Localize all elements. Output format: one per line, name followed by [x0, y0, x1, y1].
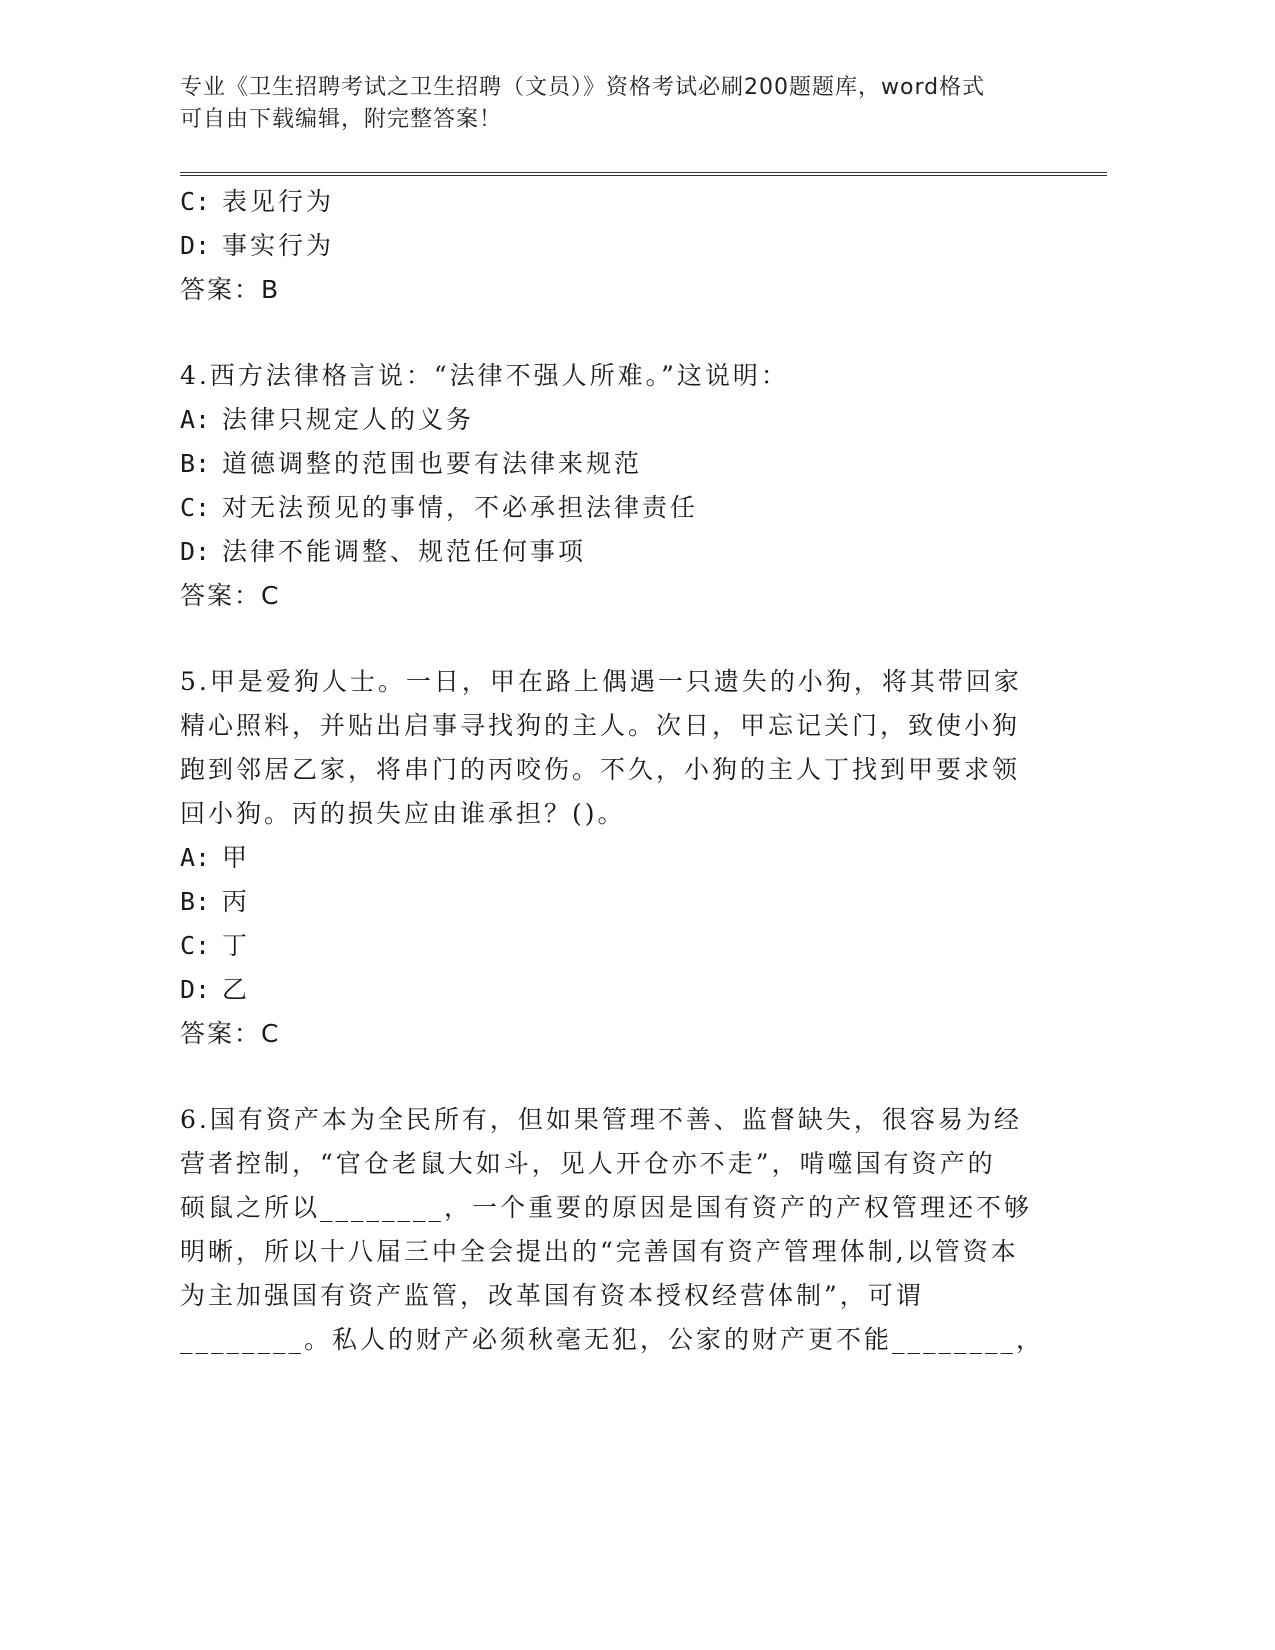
answer-line [180, 268, 1050, 312]
option-letter: A: [180, 843, 211, 872]
spacer [180, 1056, 1050, 1098]
question-stem-line: 硕鼠之所以________，一个重要的原因是国有资产的产权管理还不够 [180, 1193, 1033, 1222]
option-c [180, 180, 1050, 224]
option-text: 道德调整的范围也要有法律来规范 [222, 449, 643, 478]
answer-label: 答案： [180, 275, 262, 304]
answer-value: C [261, 1019, 280, 1048]
option-text: 乙 [222, 975, 251, 1004]
option-letter: A: [180, 405, 211, 434]
question-block-4 [180, 354, 1050, 618]
option-d [180, 968, 1050, 1012]
question-stem-line: 6.国有资产本为全民所有，但如果管理不善、监督缺失，很容易为经 [180, 1105, 1022, 1134]
question-stem-line: 回小狗。丙的损失应由谁承担？()。 [180, 799, 626, 828]
option-d [180, 530, 1050, 574]
option-c [180, 486, 1050, 530]
option-text: 表见行为 [222, 187, 335, 216]
option-letter: C: [180, 187, 211, 216]
question-stem-line: 跑到邻居乙家，将串门的丙咬伤。不久，小狗的主人丁找到甲要求领 [180, 755, 1021, 784]
option-b [180, 880, 1050, 924]
question-block-3 [180, 180, 1050, 312]
header-line-2: 可自由下载编辑，附完整答案！ [180, 107, 503, 132]
document-body [180, 180, 1050, 1362]
option-letter: C: [180, 493, 211, 522]
option-c [180, 924, 1050, 968]
option-b [180, 442, 1050, 486]
option-text: 甲 [222, 843, 251, 872]
header-line-1: 专业《卫生招聘考试之卫生招聘（文员）》资格考试必刷200题题库，word格式 [180, 75, 986, 100]
spacer [180, 312, 1050, 354]
question-stem-line: ________。私人的财产必须秋毫无犯，公家的财产更不能________， [180, 1325, 1045, 1354]
answer-label: 答案： [180, 1019, 262, 1048]
option-text: 法律只规定人的义务 [222, 405, 475, 434]
option-text: 法律不能调整、规范任何事项 [222, 537, 587, 566]
question-stem-line: 精心照料，并贴出启事寻找狗的主人。次日，甲忘记关门，致使小狗 [180, 711, 1021, 740]
answer-line [180, 1012, 1050, 1056]
option-a [180, 836, 1050, 880]
question-stem-line: 明晰，所以十八届三中全会提出的“完善国有资产管理体制,以管资本 [180, 1237, 1019, 1266]
option-text: 丙 [222, 887, 251, 916]
option-letter: D: [180, 975, 211, 1004]
option-text: 事实行为 [222, 231, 335, 260]
option-a [180, 398, 1050, 442]
question-block-5 [180, 660, 1050, 1056]
answer-value: B [261, 275, 280, 304]
option-letter: C: [180, 931, 211, 960]
option-text: 对无法预见的事情，不必承担法律责任 [222, 493, 699, 522]
option-letter: B: [180, 887, 211, 916]
option-d [180, 224, 1050, 268]
answer-value: C [261, 581, 280, 610]
answer-line [180, 574, 1050, 618]
answer-label: 答案： [180, 581, 262, 610]
spacer [180, 618, 1050, 660]
question-block-6 [180, 1098, 1050, 1362]
question-stem: 4.西方法律格言说：“法律不强人所难。”这说明： [180, 361, 789, 390]
option-letter: D: [180, 537, 211, 566]
option-text: 丁 [222, 931, 251, 960]
option-letter: D: [180, 231, 211, 260]
question-stem-line: 为主加强国有资产监管，改革国有资本授权经营体制”，可谓 [180, 1281, 924, 1310]
page-header [180, 72, 1050, 136]
header-divider [180, 172, 1107, 176]
question-stem-line: 营者控制，“官仓老鼠大如斗，见人开仓亦不走”，啃噬国有资产的 [180, 1149, 996, 1178]
option-letter: B: [180, 449, 211, 478]
question-stem-line: 5.甲是爱狗人士。一日，甲在路上偶遇一只遗失的小狗，将其带回家 [180, 667, 1022, 696]
